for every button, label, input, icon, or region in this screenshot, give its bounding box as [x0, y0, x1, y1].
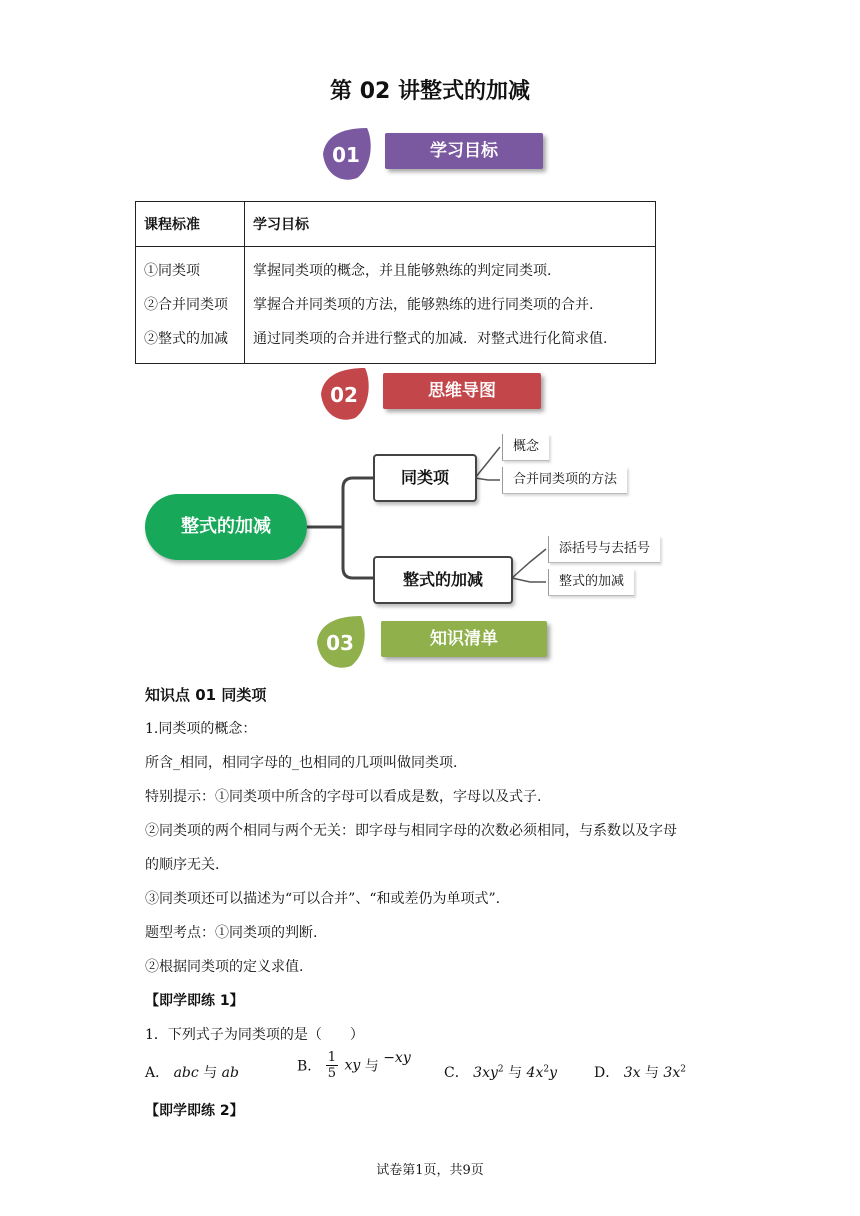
- option-connector: 与: [508, 1065, 523, 1081]
- fraction-denominator: 5: [327, 1066, 337, 1081]
- option-c[interactable]: [444, 1062, 557, 1082]
- option-letter: B．: [297, 1058, 322, 1075]
- exponent: 2: [497, 1064, 504, 1075]
- section-number: 02: [330, 383, 358, 407]
- knowledge-heading: 知识点 01 同类项: [145, 686, 267, 704]
- option-letter: C．: [444, 1065, 469, 1081]
- section-number: 03: [326, 631, 354, 655]
- math-term: 3x: [623, 1065, 641, 1081]
- table-cell: ①同类项: [144, 263, 200, 279]
- knowledge-line: 题型考点：①同类项的判断.: [145, 925, 318, 941]
- option-d[interactable]: [594, 1062, 686, 1082]
- math-term: 3x: [663, 1065, 681, 1081]
- table-cell: 掌握合并同类项的方法，能够熟练的进行同类项的合并.: [253, 297, 594, 313]
- section-banner-03: [311, 614, 551, 670]
- section-label: 知识清单: [381, 621, 547, 657]
- option-b[interactable]: [297, 1050, 411, 1081]
- mindmap-leaf: 整式的加减: [548, 569, 634, 596]
- knowledge-line: ②同类项的两个相同与两个无关：即字母与相同字母的次数必须相同，与系数以及字母: [145, 823, 677, 839]
- mindmap-root: 整式的加减: [145, 494, 307, 560]
- knowledge-line: ②根据同类项的定义求值.: [145, 959, 304, 975]
- math-term: 3xy: [473, 1065, 498, 1081]
- section-label: 思维导图: [383, 373, 541, 409]
- mindmap-branch-polynomial-add-sub: 整式的加减: [373, 556, 513, 604]
- table-header-goal: 学习目标: [245, 202, 656, 247]
- page-footer: 试卷第1页，共9页: [376, 1163, 484, 1178]
- table-header-standard: 课程标准: [136, 202, 245, 247]
- knowledge-line: 1.同类项的概念：: [145, 721, 257, 737]
- knowledge-line: 所含_相同，相同字母的_也相同的几项叫做同类项.: [145, 755, 458, 771]
- fraction: [326, 1050, 338, 1081]
- knowledge-line: 特别提示：①同类项中所含的字母可以看成是数，字母以及式子.: [145, 789, 542, 805]
- exponent: 2: [543, 1064, 550, 1075]
- question-text: 1．下列式子为同类项的是（ ）: [145, 1027, 364, 1043]
- mindmap-leaf: 添括号与去括号: [548, 536, 660, 563]
- section-number: 01: [332, 143, 360, 167]
- practice-heading: 【即学即练 2】: [145, 1103, 244, 1119]
- option-letter: D．: [594, 1065, 620, 1081]
- practice-heading: 【即学即练 1】: [145, 993, 244, 1009]
- table-cell: ②整式的加减: [144, 331, 228, 347]
- page-title: 第 02 讲整式的加减: [330, 79, 530, 104]
- fraction-numerator: 1: [327, 1050, 337, 1065]
- math-term: xy: [344, 1057, 361, 1074]
- math-term: 4x: [526, 1065, 544, 1081]
- option-connector: 与: [203, 1065, 218, 1081]
- mindmap-leaf: 合并同类项的方法: [502, 467, 627, 494]
- option-connector: 与: [364, 1058, 379, 1075]
- option-a[interactable]: [145, 1062, 239, 1082]
- math-term: ab: [221, 1065, 239, 1081]
- option-connector: 与: [644, 1065, 659, 1081]
- mindmap-branch-similar-terms: 同类项: [373, 454, 477, 502]
- math-term: −xy: [383, 1050, 411, 1066]
- table-cell: ②合并同类项: [144, 297, 228, 313]
- section-label: 学习目标: [385, 133, 543, 169]
- math-term: y: [549, 1065, 557, 1081]
- table-cell: 掌握同类项的概念，并且能够熟练的判定同类项.: [253, 263, 552, 279]
- mindmap-leaf: 概念: [502, 434, 549, 461]
- knowledge-line: ③同类项还可以描述为“可以合并”、“和或差仍为单项式”.: [145, 891, 501, 907]
- knowledge-line: 的顺序无关.: [145, 857, 220, 873]
- exponent: 2: [680, 1064, 686, 1075]
- math-term: abc: [173, 1065, 199, 1081]
- option-letter: A．: [145, 1065, 170, 1081]
- table-cell: 通过同类项的合并进行整式的加减．对整式进行化简求值.: [253, 331, 608, 347]
